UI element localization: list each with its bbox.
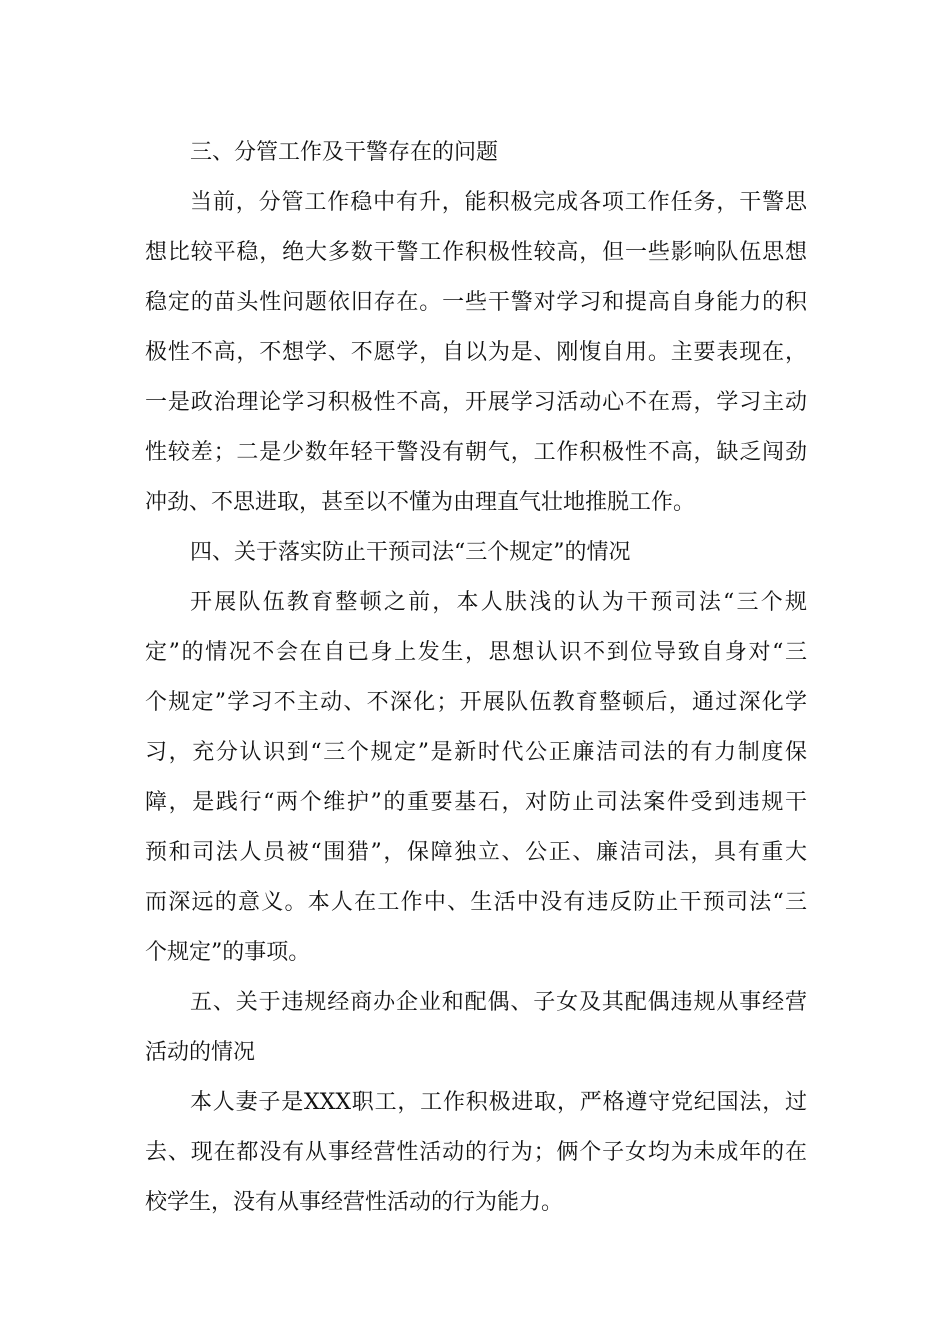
paragraph-line: 一是政治理论学习积极性不高，开展学习活动心不在焉，学习主动: [145, 390, 807, 415]
section-heading-5: 五、关于违规经商办企业和配偶、子女及其配偶违规从事经营: [190, 990, 807, 1015]
paragraph-line: 个规定”学习不主动、不深化；开展队伍教育整顿后，通过深化学: [145, 690, 807, 715]
section-heading-4: 四、关于落实防止干预司法“三个规定”的情况: [190, 540, 631, 565]
paragraph-line: 冲劲、不思进取，甚至以不懂为由理直气壮地推脱工作。: [145, 490, 696, 515]
paragraph-line: 极性不高，不想学、不愿学，自以为是、刚愎自用。主要表现在，: [145, 340, 807, 365]
paragraph-line: 稳定的苗头性问题依旧存在。一些干警对学习和提高自身能力的积: [145, 290, 807, 315]
paragraph-line: 预和司法人员被“围猎”，保障独立、公正、廉洁司法，具有重大: [145, 840, 807, 865]
paragraph-line: 个规定”的事项。: [145, 940, 311, 965]
paragraph-line: 而深远的意义。本人在工作中、生活中没有违反防止干预司法“三: [145, 890, 807, 915]
paragraph-line: 定”的情况不会在自已身上发生，思想认识不到位导致自身对“三: [145, 640, 807, 665]
section-heading-3: 三、分管工作及干警存在的问题: [190, 140, 499, 165]
section-heading-5-continued: 活动的情况: [145, 1040, 256, 1065]
paragraph-line: 障，是践行“两个维护”的重要基石，对防止司法案件受到违规干: [145, 790, 807, 815]
paragraph-line: 习，充分认识到“三个规定”是新时代公正廉洁司法的有力制度保: [145, 740, 807, 765]
paragraph-line: 校学生，没有从事经营性活动的行为能力。: [145, 1190, 564, 1215]
paragraph-line: 去、现在都没有从事经营性活动的行为；俩个子女均为未成年的在: [145, 1140, 807, 1165]
paragraph-line: 本人妻子是XXX职工，工作积极进取，严格遵守党纪国法，过: [190, 1090, 807, 1115]
paragraph-line: 想比较平稳，绝大多数干警工作积极性较高，但一些影响队伍思想: [145, 240, 807, 265]
paragraph-line: 开展队伍教育整顿之前，本人肤浅的认为干预司法“三个规: [190, 590, 807, 615]
paragraph-line: 当前，分管工作稳中有升，能积极完成各项工作任务，干警思: [190, 190, 807, 215]
paragraph-line: 性较差；二是少数年轻干警没有朝气，工作积极性不高，缺乏闯劲: [145, 440, 807, 465]
